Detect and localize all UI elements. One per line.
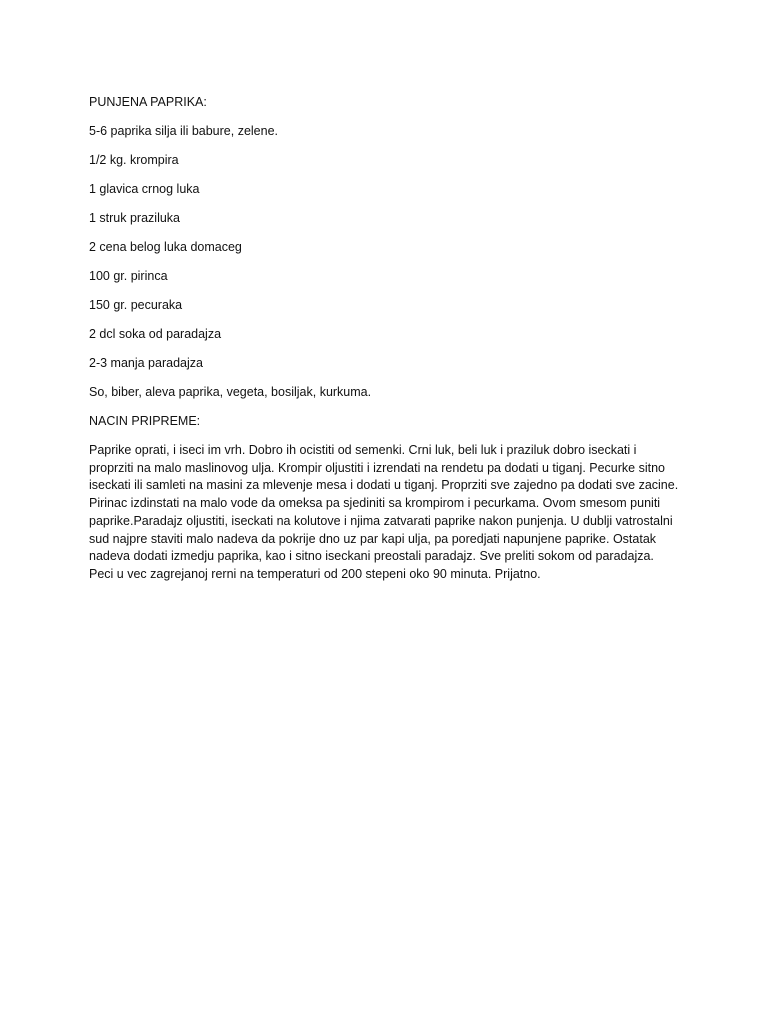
recipe-document xyxy=(89,94,689,584)
method-heading: NACIN PRIPREME: xyxy=(89,414,201,428)
ingredient-item: 5-6 paprika silja ili babure, zelene. xyxy=(89,124,278,138)
ingredient-item: 1 glavica crnog luka xyxy=(89,182,200,196)
ingredient-item: 2 cena belog luka domaceg xyxy=(89,240,242,254)
ingredients-list xyxy=(89,123,689,400)
ingredient-item: So, biber, aleva paprika, vegeta, bosiljak, kurkuma. xyxy=(89,385,372,399)
ingredient-item: 1 struk praziluka xyxy=(89,211,181,225)
ingredient-item: 2 dcl soka od paradajza xyxy=(89,327,222,341)
ingredient-item: 150 gr. pecuraka xyxy=(89,298,183,312)
ingredient-item: 1/2 kg. krompira xyxy=(89,153,179,167)
method-paragraph: Paprike oprati, i iseci im vrh. Dobro ih ocistiti od semenki. Crni luk, beli luk i praziluk dobro iseckati i proprziti na malo maslinovog ulja. Krompir oljustiti i izrendati na rendetu pa dodati u tiganj. Pecurke sitno iseckati ili samleti na masini za mlevenje mesa i dodati u tiganj. Proprziti sve zajedno pa dodati sve zacine. Pirinac izdinstati na malo vode da omeksa pa sjediniti sa krompirom i pecurkama. Ovom smesom puniti paprike.Paradajz oljustiti, iseckati na kolutove i njima zatvarati paprike nakon punjenja. U dublji vatrostalni sud najpre staviti malo nadeva da pokrije dno uz par kapi ulja, pa poredjati napunjene paprike. Ostatak nadeva dodati izmedju paprika, kao i sitno iseckani preostali paradajz. Sve preliti sokom od paradajza. Peci u vec zagrejanoj rerni na temperaturi od 200 stepeni oko 90 minuta. Prijatno. xyxy=(89,443,679,581)
ingredient-item: 2-3 manja paradajza xyxy=(89,356,203,370)
ingredient-item: 100 gr. pirinca xyxy=(89,269,168,283)
recipe-title: PUNJENA PAPRIKA: xyxy=(89,95,207,109)
